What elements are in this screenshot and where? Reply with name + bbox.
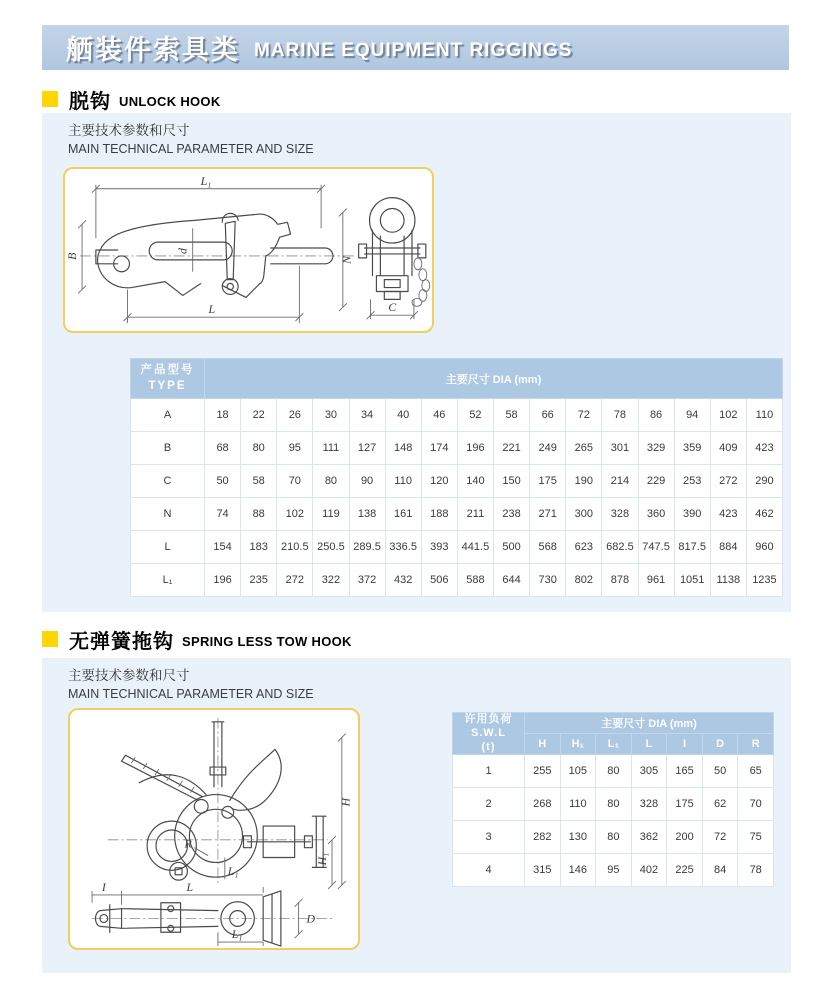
- value-cell: 150: [494, 465, 530, 498]
- table-col-header: H: [525, 734, 561, 755]
- value-cell: 336.5: [385, 531, 421, 564]
- value-cell: 84: [702, 854, 738, 887]
- value-cell: 88: [241, 498, 277, 531]
- value-cell: 90: [349, 465, 385, 498]
- row-label-cell: L: [131, 531, 205, 564]
- value-cell: 1235: [746, 564, 782, 597]
- parameter-caption-zh: 主要技术参数和尺寸: [68, 668, 190, 683]
- tow-hook-size-table: [452, 712, 774, 887]
- value-cell: 359: [674, 432, 710, 465]
- value-cell: 74: [205, 498, 241, 531]
- table-span-header: 主要尺寸 DIA (mm): [525, 713, 774, 734]
- value-cell: 110: [560, 788, 596, 821]
- value-cell: 878: [602, 564, 638, 597]
- dim-label-r: R: [184, 836, 192, 851]
- value-cell: 165: [667, 755, 703, 788]
- value-cell: 409: [710, 432, 746, 465]
- value-cell: 72: [566, 399, 602, 432]
- dim-label-d: D: [306, 911, 315, 926]
- value-cell: 110: [385, 465, 421, 498]
- value-cell: 568: [530, 531, 566, 564]
- row-label-cell: 4: [453, 854, 525, 887]
- value-cell: 52: [457, 399, 493, 432]
- section-panel-tow-hook: [42, 658, 791, 973]
- table-col-header: L: [631, 734, 667, 755]
- row-label-cell: 3: [453, 821, 525, 854]
- corner-line: TYPE: [148, 379, 187, 392]
- value-cell: 50: [205, 465, 241, 498]
- value-cell: 441.5: [457, 531, 493, 564]
- unlock-hook-size-table: [130, 358, 783, 597]
- value-cell: 268: [525, 788, 561, 821]
- table-span-header: 主要尺寸 DIA (mm): [205, 359, 783, 399]
- tow-hook-table: [452, 712, 774, 887]
- dim-label-l1-lower: L₁: [231, 927, 243, 942]
- yellow-bullet-icon: [42, 631, 58, 647]
- value-cell: 183: [241, 531, 277, 564]
- corner-line: 产品型号: [140, 363, 195, 376]
- parameter-caption-en: MAIN TECHNICAL PARAMETER AND SIZE: [68, 686, 314, 701]
- value-cell: 110: [746, 399, 782, 432]
- value-cell: 329: [638, 432, 674, 465]
- parameter-caption-en: MAIN TECHNICAL PARAMETER AND SIZE: [68, 141, 314, 156]
- table-row: [131, 399, 783, 432]
- table-col-header: R: [738, 734, 774, 755]
- value-cell: 402: [631, 854, 667, 887]
- value-cell: 148: [385, 432, 421, 465]
- value-cell: 80: [241, 432, 277, 465]
- value-cell: 70: [277, 465, 313, 498]
- value-cell: 802: [566, 564, 602, 597]
- value-cell: 66: [530, 399, 566, 432]
- value-cell: 58: [241, 465, 277, 498]
- unlock-hook-drawing-svg: [65, 169, 432, 331]
- section-heading-tow-hook: [42, 627, 352, 651]
- value-cell: 817.5: [674, 531, 710, 564]
- value-cell: 747.5: [638, 531, 674, 564]
- value-cell: 730: [530, 564, 566, 597]
- value-cell: 140: [457, 465, 493, 498]
- value-cell: 506: [421, 564, 457, 597]
- value-cell: 253: [674, 465, 710, 498]
- value-cell: 22: [241, 399, 277, 432]
- value-cell: 961: [638, 564, 674, 597]
- value-cell: 249: [530, 432, 566, 465]
- table-row: [453, 854, 774, 887]
- value-cell: 884: [710, 531, 746, 564]
- value-cell: 289.5: [349, 531, 385, 564]
- dim-label-l1-upper: L₁: [227, 864, 239, 879]
- value-cell: 328: [631, 788, 667, 821]
- page-banner: [42, 25, 789, 70]
- section-title-zh: 无弹簧拖钩: [69, 630, 174, 653]
- table-corner-cell: [131, 359, 205, 399]
- row-label-cell: 1: [453, 755, 525, 788]
- dim-label-l: L: [186, 879, 194, 894]
- value-cell: 272: [710, 465, 746, 498]
- section-heading-unlock-hook: [42, 87, 221, 111]
- value-cell: 130: [560, 821, 596, 854]
- value-cell: 46: [421, 399, 457, 432]
- dim-label-h1: H₁: [315, 852, 330, 866]
- table-row: [131, 564, 783, 597]
- section-title-en: UNLOCK HOOK: [119, 94, 221, 109]
- value-cell: 127: [349, 432, 385, 465]
- value-cell: 175: [530, 465, 566, 498]
- value-cell: 80: [596, 788, 632, 821]
- dim-label-l1: L₁: [200, 173, 212, 188]
- value-cell: 62: [702, 788, 738, 821]
- dim-label-d: d: [175, 248, 190, 254]
- value-cell: 154: [205, 531, 241, 564]
- banner-title-zh: 舾装件索具类: [66, 35, 240, 65]
- value-cell: 210.5: [277, 531, 313, 564]
- value-cell: 72: [702, 821, 738, 854]
- value-cell: 623: [566, 531, 602, 564]
- value-cell: 282: [525, 821, 561, 854]
- value-cell: 65: [738, 755, 774, 788]
- table-row: [131, 465, 783, 498]
- dim-label-n: N: [339, 255, 354, 264]
- value-cell: 315: [525, 854, 561, 887]
- value-cell: 75: [738, 821, 774, 854]
- table-row: [453, 821, 774, 854]
- value-cell: 190: [566, 465, 602, 498]
- table-row: [131, 531, 783, 564]
- value-cell: 86: [638, 399, 674, 432]
- table-col-header: D: [702, 734, 738, 755]
- row-label-cell: L₁: [131, 564, 205, 597]
- table-row: [131, 498, 783, 531]
- value-cell: 255: [525, 755, 561, 788]
- table-col-header: L₁: [596, 734, 632, 755]
- value-cell: 272: [277, 564, 313, 597]
- table-row: [453, 788, 774, 821]
- section-panel-unlock-hook: [42, 113, 791, 612]
- value-cell: 120: [421, 465, 457, 498]
- value-cell: 68: [205, 432, 241, 465]
- value-cell: 146: [560, 854, 596, 887]
- parameter-caption: [68, 123, 314, 158]
- value-cell: 34: [349, 399, 385, 432]
- value-cell: 360: [638, 498, 674, 531]
- value-cell: 390: [674, 498, 710, 531]
- value-cell: 423: [746, 432, 782, 465]
- dim-label-b: B: [65, 252, 80, 260]
- table-row: [131, 432, 783, 465]
- value-cell: 328: [602, 498, 638, 531]
- value-cell: 138: [349, 498, 385, 531]
- value-cell: 78: [602, 399, 638, 432]
- dim-label-l: L: [208, 302, 216, 317]
- table-corner-cell: [453, 713, 525, 755]
- value-cell: 214: [602, 465, 638, 498]
- value-cell: 225: [667, 854, 703, 887]
- value-cell: 188: [421, 498, 457, 531]
- row-label-cell: C: [131, 465, 205, 498]
- value-cell: 300: [566, 498, 602, 531]
- value-cell: 80: [313, 465, 349, 498]
- value-cell: 80: [596, 755, 632, 788]
- value-cell: 235: [241, 564, 277, 597]
- value-cell: 78: [738, 854, 774, 887]
- value-cell: 40: [385, 399, 421, 432]
- banner-title-en: MARINE EQUIPMENT RIGGINGS: [254, 39, 573, 61]
- technical-drawing-unlock-hook: [63, 167, 434, 333]
- value-cell: 265: [566, 432, 602, 465]
- corner-line: S.W.L: [471, 726, 506, 739]
- value-cell: 70: [738, 788, 774, 821]
- value-cell: 644: [494, 564, 530, 597]
- value-cell: 111: [313, 432, 349, 465]
- value-cell: 196: [205, 564, 241, 597]
- value-cell: 1138: [710, 564, 746, 597]
- value-cell: 250.5: [313, 531, 349, 564]
- value-cell: 432: [385, 564, 421, 597]
- value-cell: 105: [560, 755, 596, 788]
- value-cell: 80: [596, 821, 632, 854]
- dim-label-h: H: [338, 797, 353, 807]
- value-cell: 95: [277, 432, 313, 465]
- value-cell: 196: [457, 432, 493, 465]
- value-cell: 102: [277, 498, 313, 531]
- value-cell: 362: [631, 821, 667, 854]
- row-label-cell: 2: [453, 788, 525, 821]
- row-label-cell: N: [131, 498, 205, 531]
- value-cell: 18: [205, 399, 241, 432]
- value-cell: 305: [631, 755, 667, 788]
- value-cell: 174: [421, 432, 457, 465]
- value-cell: 50: [702, 755, 738, 788]
- value-cell: 119: [313, 498, 349, 531]
- value-cell: 229: [638, 465, 674, 498]
- value-cell: 94: [674, 399, 710, 432]
- row-label-cell: B: [131, 432, 205, 465]
- corner-line: 许用负荷: [464, 713, 513, 725]
- table-col-header: I: [667, 734, 703, 755]
- dim-label-i: I: [101, 879, 106, 894]
- row-label-cell: A: [131, 399, 205, 432]
- value-cell: 1051: [674, 564, 710, 597]
- value-cell: 211: [457, 498, 493, 531]
- parameter-caption-zh: 主要技术参数和尺寸: [68, 123, 190, 138]
- table-row: [453, 755, 774, 788]
- yellow-bullet-icon: [42, 91, 58, 107]
- value-cell: 271: [530, 498, 566, 531]
- value-cell: 960: [746, 531, 782, 564]
- section-title-zh: 脱钩: [69, 90, 111, 113]
- value-cell: 290: [746, 465, 782, 498]
- value-cell: 161: [385, 498, 421, 531]
- dim-label-c: C: [388, 300, 397, 315]
- value-cell: 682.5: [602, 531, 638, 564]
- parameter-caption: [68, 668, 314, 703]
- value-cell: 500: [494, 531, 530, 564]
- value-cell: 322: [313, 564, 349, 597]
- value-cell: 372: [349, 564, 385, 597]
- value-cell: 462: [746, 498, 782, 531]
- value-cell: 58: [494, 399, 530, 432]
- unlock-hook-table: [130, 358, 783, 597]
- value-cell: 588: [457, 564, 493, 597]
- value-cell: 393: [421, 531, 457, 564]
- tow-hook-drawing-svg: [70, 710, 358, 948]
- value-cell: 95: [596, 854, 632, 887]
- value-cell: 26: [277, 399, 313, 432]
- value-cell: 238: [494, 498, 530, 531]
- value-cell: 301: [602, 432, 638, 465]
- value-cell: 200: [667, 821, 703, 854]
- value-cell: 102: [710, 399, 746, 432]
- table-col-header: H₁: [560, 734, 596, 755]
- value-cell: 423: [710, 498, 746, 531]
- corner-line: (t): [481, 740, 496, 753]
- value-cell: 30: [313, 399, 349, 432]
- value-cell: 175: [667, 788, 703, 821]
- technical-drawing-tow-hook: [68, 708, 360, 950]
- section-title-en: SPRING LESS TOW HOOK: [182, 634, 352, 649]
- value-cell: 221: [494, 432, 530, 465]
